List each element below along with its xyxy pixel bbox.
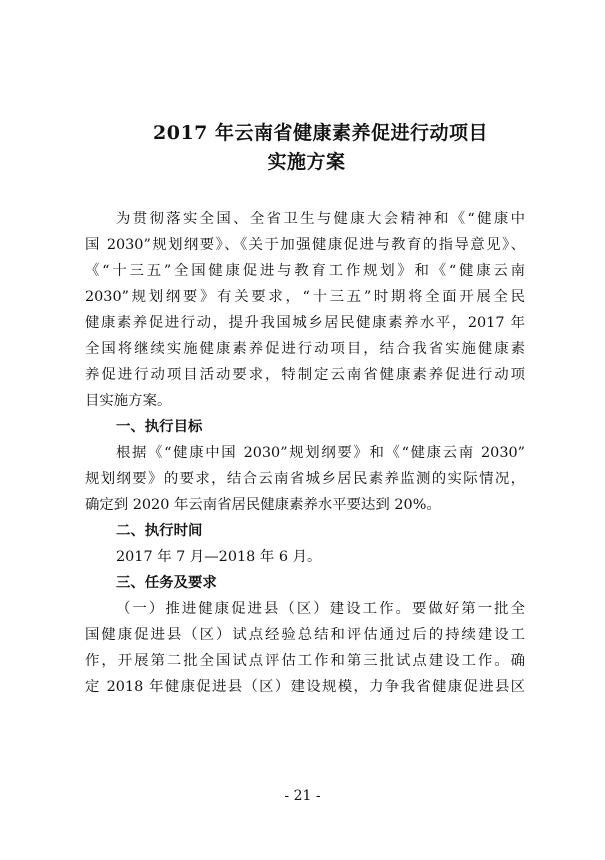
paragraph-line: 根据《“健康中国 2030”规划纲要》和《“健康云南 2030”	[116, 445, 525, 461]
section-heading-goals: 一、执行目标	[116, 419, 203, 435]
document-title-line-2: 实施方案	[267, 151, 346, 173]
paragraph-line: 国 2030”规划纲要》、《关于加强健康促进与教育的指导意见》、	[85, 237, 525, 253]
section-heading-period: 二、执行时间	[116, 523, 203, 539]
paragraph-line: 2017 年 7 月—2018 年 6 月。	[116, 549, 322, 565]
paragraph-line: 作，开展第二批全国试点评估工作和第三批试点建设工作。确	[85, 653, 525, 669]
paragraph-line: 为贯彻落实全国、全省卫生与健康大会精神和《“健康中	[116, 211, 525, 227]
paragraph-line: 国健康促进县（区）试点经验总结和评估通过后的持续建设工	[85, 627, 525, 643]
paragraph-line: （一）推进健康促进县（区）建设工作。要做好第一批全	[116, 601, 525, 617]
section-heading-tasks: 三、任务及要求	[116, 575, 217, 591]
paragraph-line: 养促进行动项目活动要求，特制定云南省健康素养促进行动项	[85, 367, 525, 383]
paragraph-line: 定 2018 年健康促进县（区）建设规模，力争我省健康促进县区	[85, 679, 525, 695]
paragraph-line: 目实施方案。	[85, 393, 172, 409]
paragraph-line: 全国将继续实施健康素养促进行动项目，结合我省实施健康素	[85, 341, 525, 357]
paragraph-line: 健康素养促进行动，提升我国城乡居民健康素养水平，2017 年	[85, 315, 525, 331]
page-number: - 21 -	[284, 788, 321, 804]
paragraph-line: 2030”规划纲要》有关要求，“十三五”时期将全面开展全民	[85, 289, 525, 305]
paragraph-line: 规划纲要》的要求，结合云南省城乡居民素养监测的实际情况，	[85, 471, 525, 487]
paragraph-line: 《“十三五”全国健康促进与教育工作规划》和《“健康云南	[85, 263, 525, 279]
document-title-line-1: 2017 年云南省健康素养促进行动项目	[153, 122, 488, 144]
paragraph-line: 确定到 2020 年云南省居民健康素养水平要达到 20%。	[85, 497, 441, 513]
